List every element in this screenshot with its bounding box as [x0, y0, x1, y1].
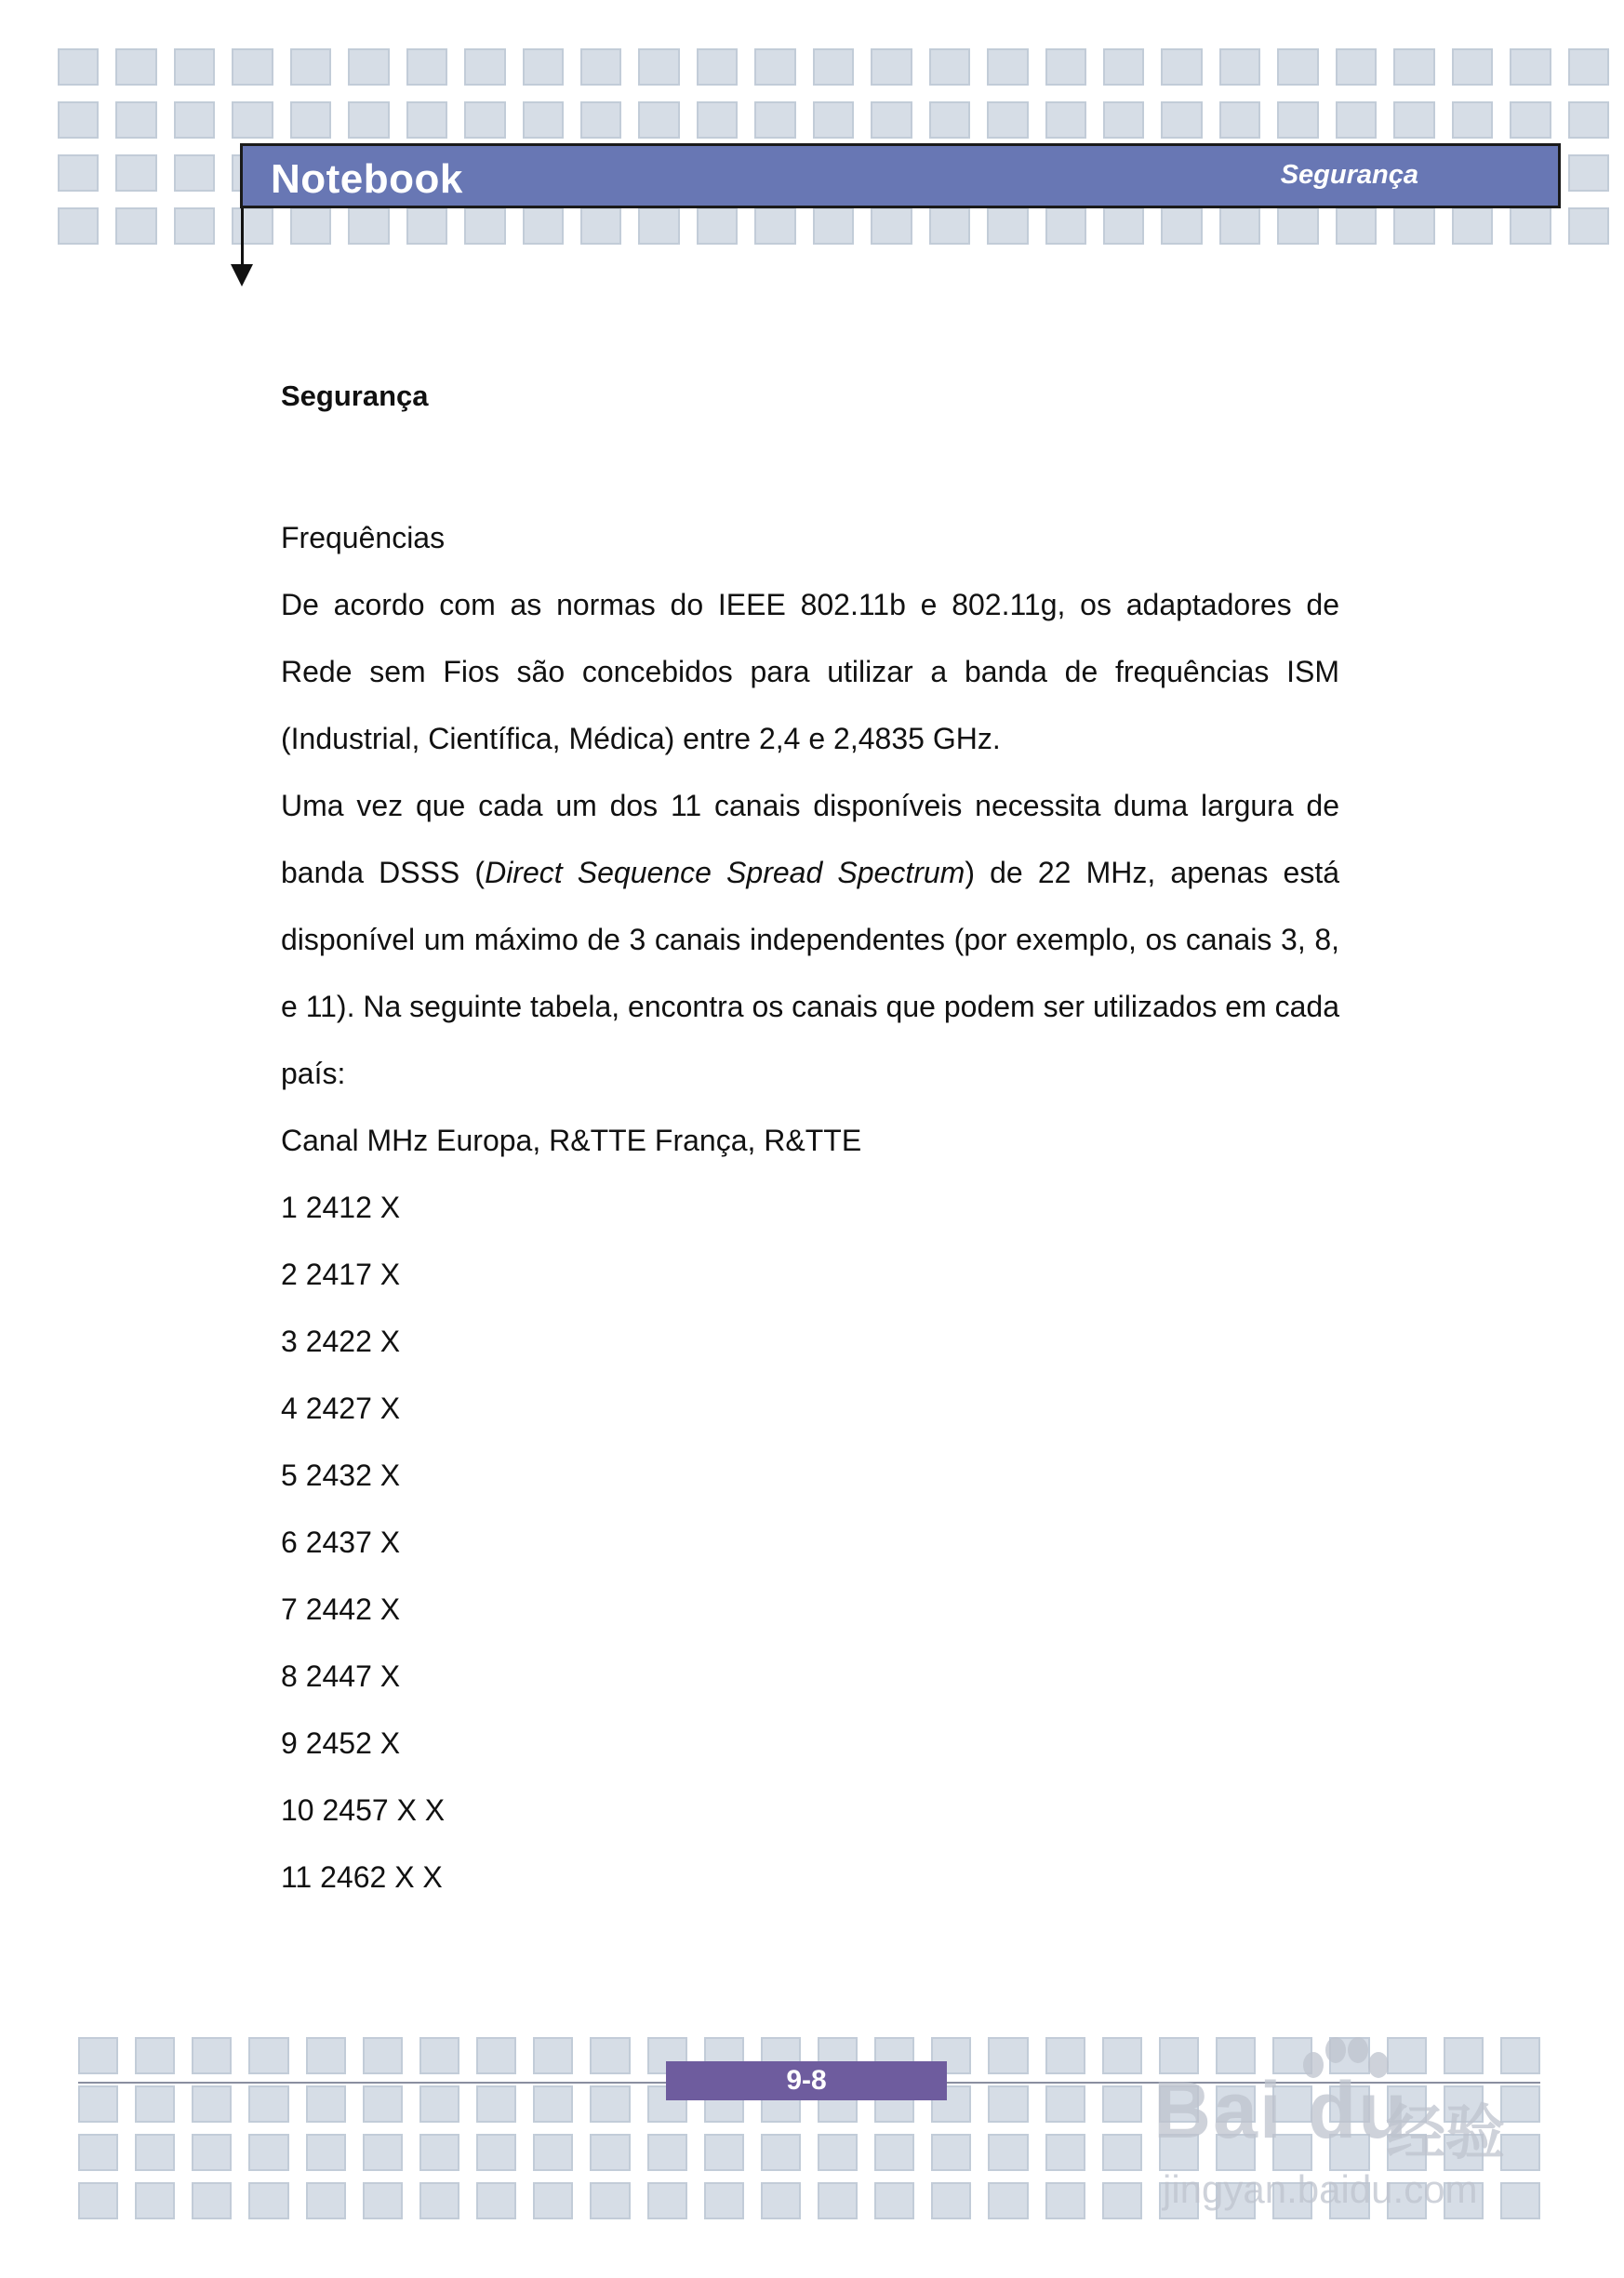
channel-table-row: 5 2432 X [281, 1459, 401, 1492]
decorative-tile [464, 48, 505, 86]
decorative-tile [248, 2182, 288, 2219]
decorative-tile [363, 2037, 403, 2074]
decorative-tile [1336, 101, 1377, 139]
decorative-tile [988, 2037, 1028, 2074]
decorative-tile [1219, 207, 1260, 245]
decorative-tile [697, 48, 738, 86]
decorative-tile [1393, 48, 1434, 86]
decorative-tile [419, 2182, 459, 2219]
decorative-tile [761, 2182, 801, 2219]
channel-table-row: 10 2457 X X [281, 1793, 446, 1827]
decorative-tile [1219, 101, 1260, 139]
decorative-tile [580, 48, 621, 86]
decorative-tile [871, 48, 912, 86]
decorative-tile [1045, 2182, 1085, 2219]
decorative-tile [115, 207, 156, 245]
decorative-tile [1219, 48, 1260, 86]
watermark-logo: Bai du [1153, 2066, 1409, 2155]
decorative-tile [363, 2134, 403, 2171]
decorative-tile [1277, 48, 1318, 86]
decorative-tile [533, 2085, 573, 2123]
header-bar [240, 143, 1561, 208]
decorative-tile [929, 48, 970, 86]
decorative-tile [697, 207, 738, 245]
decorative-tile [931, 2134, 971, 2171]
paragraph-ieee-standards: De acordo com as normas do IEEE 802.11b e 802.11g, os adaptadores de Rede sem Fios são concebidos para utilizar a banda de frequências ISM (Industrial, Científica, Médica) entre 2,4 e 2,4835 GHz. [281, 588, 1339, 755]
header-section-label: Segurança [1280, 160, 1418, 190]
decorative-tile [174, 48, 215, 86]
decorative-tile [704, 2134, 744, 2171]
page-number: 9-8 [666, 2061, 947, 2100]
decorative-tile [988, 2085, 1028, 2123]
decorative-tile [988, 2134, 1028, 2171]
decorative-tile [697, 101, 738, 139]
decorative-tile [306, 2182, 346, 2219]
decorative-tile [1161, 207, 1202, 245]
paragraph-channels-after: ) de 22 MHz, apenas está disponível um máximo de 3 canais independentes (por exemplo, os canais 3, 8, e 11). Na seguinte tabela, encontra os canais que podem ser utilizados em cada país: [281, 856, 1340, 1090]
decorative-tile [929, 101, 970, 139]
decorative-tile [232, 48, 273, 86]
decorative-tile [813, 207, 854, 245]
decorative-tile [533, 2134, 573, 2171]
decorative-tile [248, 2085, 288, 2123]
decorative-tile [590, 2085, 630, 2123]
decorative-tile [1510, 48, 1551, 86]
decorative-tile [78, 2037, 118, 2074]
decorative-tile [638, 207, 679, 245]
channel-table-row: 6 2437 X [281, 1525, 401, 1559]
decorative-tile [1045, 101, 1086, 139]
decorative-tile [348, 207, 389, 245]
section-heading: Segurança [281, 380, 429, 412]
decorative-tile [1102, 2085, 1142, 2123]
channel-table-row: 1 2412 X [281, 1191, 401, 1224]
decorative-tile [1045, 48, 1086, 86]
decorative-tile [929, 207, 970, 245]
decorative-tile [818, 2182, 858, 2219]
decorative-tile [348, 48, 389, 86]
decorative-tile [406, 101, 447, 139]
decorative-tile [931, 2182, 971, 2219]
decorative-tile [78, 2182, 118, 2219]
decorative-tile [987, 101, 1028, 139]
decorative-tile [874, 2182, 914, 2219]
decorative-tile [590, 2037, 630, 2074]
decorative-tile [1336, 207, 1377, 245]
decorative-tile [1277, 101, 1318, 139]
decorative-tile [115, 154, 156, 192]
decorative-tile [1452, 207, 1493, 245]
decorative-tile [192, 2037, 232, 2074]
decorative-tile [174, 207, 215, 245]
decorative-tile [533, 2037, 573, 2074]
decorative-tile [192, 2085, 232, 2123]
decorative-tile [192, 2182, 232, 2219]
decorative-tile [987, 207, 1028, 245]
decorative-tile [232, 207, 273, 245]
decorative-tile [1568, 154, 1609, 192]
channel-table-row: 2 2417 X [281, 1258, 401, 1291]
decorative-tile [704, 2182, 744, 2219]
decorative-tile [248, 2037, 288, 2074]
decorative-tile [1103, 207, 1144, 245]
decorative-tile [590, 2182, 630, 2219]
decorative-tile [818, 2134, 858, 2171]
decorative-tile [638, 101, 679, 139]
decorative-tile [58, 48, 99, 86]
decorative-tile [476, 2134, 516, 2171]
decorative-tile [1102, 2182, 1142, 2219]
decorative-tile [761, 2134, 801, 2171]
decorative-tile [290, 207, 331, 245]
decorative-tile [1103, 48, 1144, 86]
channel-table-row: 8 2447 X [281, 1659, 401, 1693]
decorative-tile [348, 101, 389, 139]
decorative-tile [58, 154, 99, 192]
decorative-tile [533, 2182, 573, 2219]
decorative-tile [1045, 207, 1086, 245]
decorative-tile [874, 2134, 914, 2171]
decorative-tile [135, 2134, 175, 2171]
decorative-tile [1393, 101, 1434, 139]
decorative-tile [476, 2182, 516, 2219]
decorative-tile [78, 2134, 118, 2171]
decorative-tile [464, 101, 505, 139]
channel-table-row: 11 2462 X X [281, 1860, 443, 1894]
channel-table [281, 1174, 1339, 1911]
decorative-tile [419, 2037, 459, 2074]
decorative-tile [580, 101, 621, 139]
decorative-tile [306, 2037, 346, 2074]
decorative-tile [523, 101, 564, 139]
decorative-tile [1393, 207, 1434, 245]
channel-table-row: 3 2422 X [281, 1325, 401, 1358]
decorative-tile [987, 48, 1028, 86]
page-content [281, 372, 1339, 1911]
decorative-tile [1161, 48, 1202, 86]
decorative-tile [647, 2134, 687, 2171]
decorative-tile [135, 2085, 175, 2123]
decorative-tile [406, 48, 447, 86]
decorative-tile [1510, 207, 1551, 245]
decorative-tile [1452, 101, 1493, 139]
decorative-tile [754, 48, 795, 86]
paragraph-frequencies-label: Frequências [281, 521, 446, 554]
decorative-tile [363, 2182, 403, 2219]
decorative-tile [135, 2182, 175, 2219]
paragraph-channels-before: Uma vez que cada um dos 11 canais disponíveis necessita duma largura de banda DSSS ( [281, 789, 1339, 889]
decorative-tile [754, 101, 795, 139]
baidu-watermark [1153, 2037, 1572, 2223]
decorative-tile [464, 207, 505, 245]
decorative-tile [290, 101, 331, 139]
watermark-label: 经验 [1386, 2099, 1505, 2166]
decorative-tile [78, 2085, 118, 2123]
decorative-tile [1045, 2134, 1085, 2171]
decorative-tile [363, 2085, 403, 2123]
decorative-tile [1161, 101, 1202, 139]
channel-table-row: 9 2452 X [281, 1726, 401, 1760]
decorative-tile [248, 2134, 288, 2171]
decorative-tile [523, 48, 564, 86]
decorative-tile [476, 2085, 516, 2123]
paragraph-channels-italic: Direct Sequence Spread Spectrum [485, 856, 965, 889]
decorative-tile [1336, 48, 1377, 86]
decorative-tile [1102, 2037, 1142, 2074]
watermark-url: jingyan.baidu.com [1163, 2167, 1478, 2211]
decorative-tile [1568, 207, 1609, 245]
decorative-tile [754, 207, 795, 245]
decorative-tile [419, 2085, 459, 2123]
decorative-tile [1568, 48, 1609, 86]
decorative-tile [1568, 101, 1609, 139]
paragraph-channels [281, 772, 1339, 1107]
decorative-tile [58, 207, 99, 245]
channel-table-header: Canal MHz Europa, R&TTE França, R&TTE [281, 1124, 862, 1157]
decorative-tile [419, 2134, 459, 2171]
decorative-tile [135, 2037, 175, 2074]
decorative-tile [647, 2182, 687, 2219]
decorative-tile [58, 101, 99, 139]
decorative-tile [115, 101, 156, 139]
decorative-tile [406, 207, 447, 245]
decorative-tile [1045, 2037, 1085, 2074]
decorative-tile [988, 2182, 1028, 2219]
channel-table-row: 4 2427 X [281, 1392, 401, 1425]
decorative-tile [1045, 2085, 1085, 2123]
decorative-tile [476, 2037, 516, 2074]
decorative-tile [174, 101, 215, 139]
decorative-tile [232, 101, 273, 139]
decorative-tile [871, 101, 912, 139]
decorative-tile [1277, 207, 1318, 245]
header-title: Notebook [271, 156, 463, 202]
decorative-tile [192, 2134, 232, 2171]
decorative-tile [580, 207, 621, 245]
decorative-tile [871, 207, 912, 245]
decorative-tile [590, 2134, 630, 2171]
channel-table-row: 7 2442 X [281, 1592, 401, 1626]
decorative-tile [1510, 101, 1551, 139]
decorative-tile [813, 48, 854, 86]
decorative-tile [1103, 101, 1144, 139]
decorative-tile [115, 48, 156, 86]
decorative-tile [1102, 2134, 1142, 2171]
decorative-tile [523, 207, 564, 245]
decorative-tile [1452, 48, 1493, 86]
header-arrow-line [241, 208, 244, 266]
decorative-tile [290, 48, 331, 86]
decorative-tile [813, 101, 854, 139]
decorative-tile [306, 2134, 346, 2171]
down-arrow-icon [231, 264, 253, 286]
decorative-tile [306, 2085, 346, 2123]
decorative-tile [174, 154, 215, 192]
decorative-tile [638, 48, 679, 86]
